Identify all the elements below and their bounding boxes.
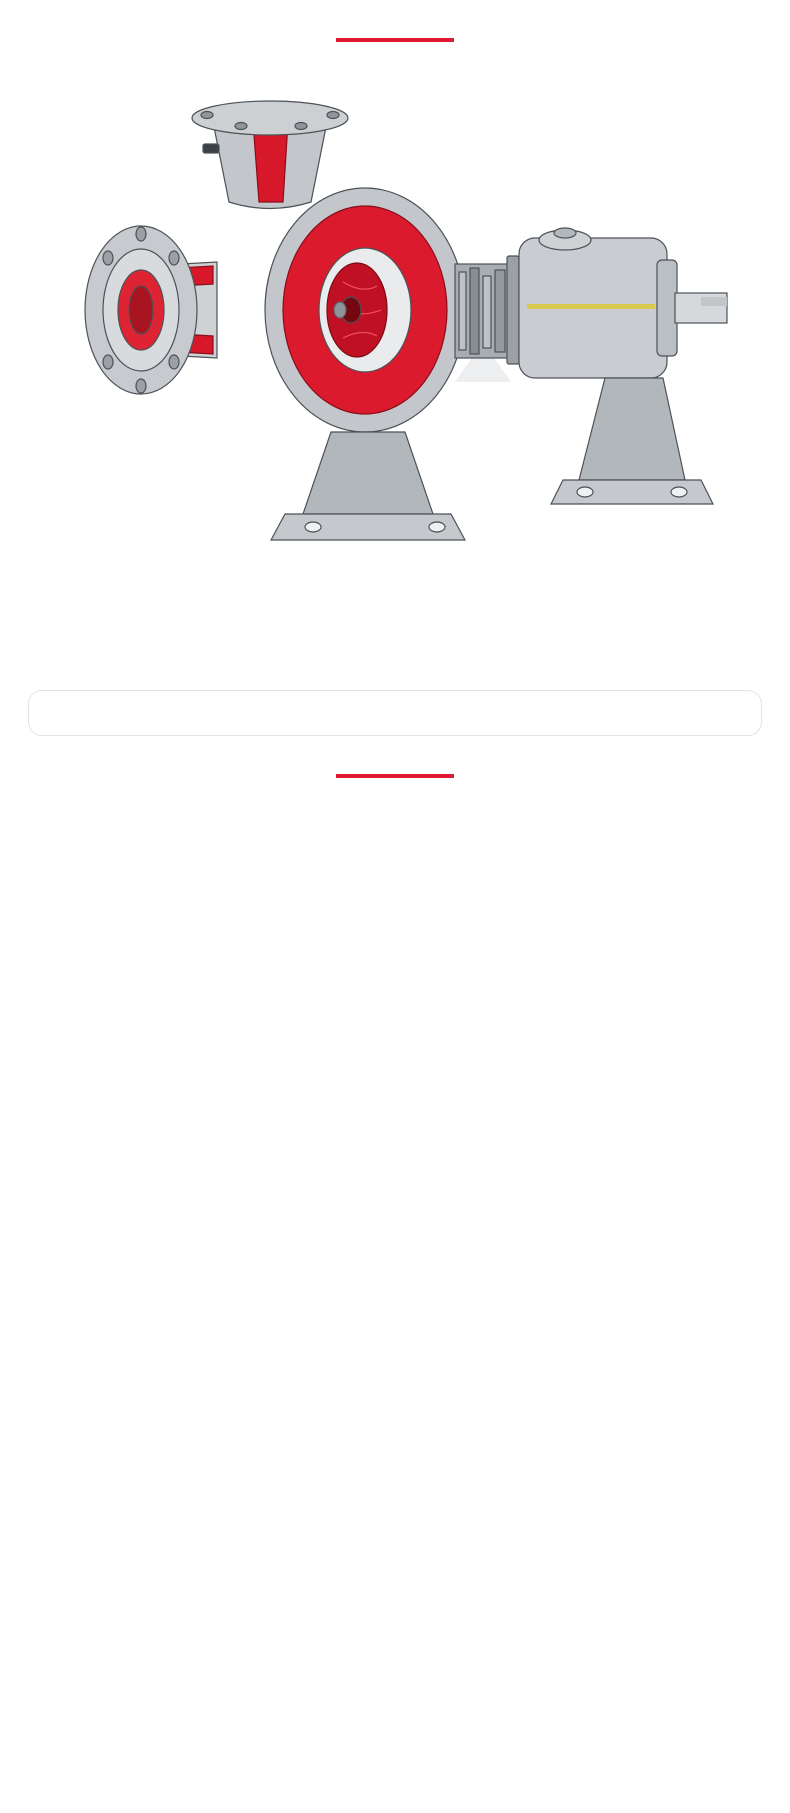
spectrum-title-underline [336,774,454,778]
flange-bolt-hole [327,112,339,119]
pump-selection-chart [15,786,775,1409]
discharge-flange [192,101,348,135]
structure-section-title [0,0,790,26]
spectrum-section [0,736,790,1409]
seal-gland [507,256,519,364]
support-foot-left [303,432,433,514]
support-foot-right [579,378,685,480]
flange-bolt-hole [235,123,247,130]
structure-section [0,0,790,736]
pump-cutaway-svg [45,52,745,552]
spectrum-section-title [0,736,790,762]
pump-structure-diagram [45,52,745,552]
shaft-keyway [701,297,727,306]
plug-bolt [203,144,219,153]
flange-bolt-hole [201,112,213,119]
materials-table-card [28,690,762,736]
bearing-end-cap [657,260,677,356]
foot-base-right [551,480,713,504]
flange-bolt-hole [295,123,307,130]
impeller-nut [334,302,346,318]
hole-cover [554,228,576,238]
oil-level-line [527,304,655,309]
structure-title-underline [336,38,454,42]
mechanical-seal [470,268,479,354]
